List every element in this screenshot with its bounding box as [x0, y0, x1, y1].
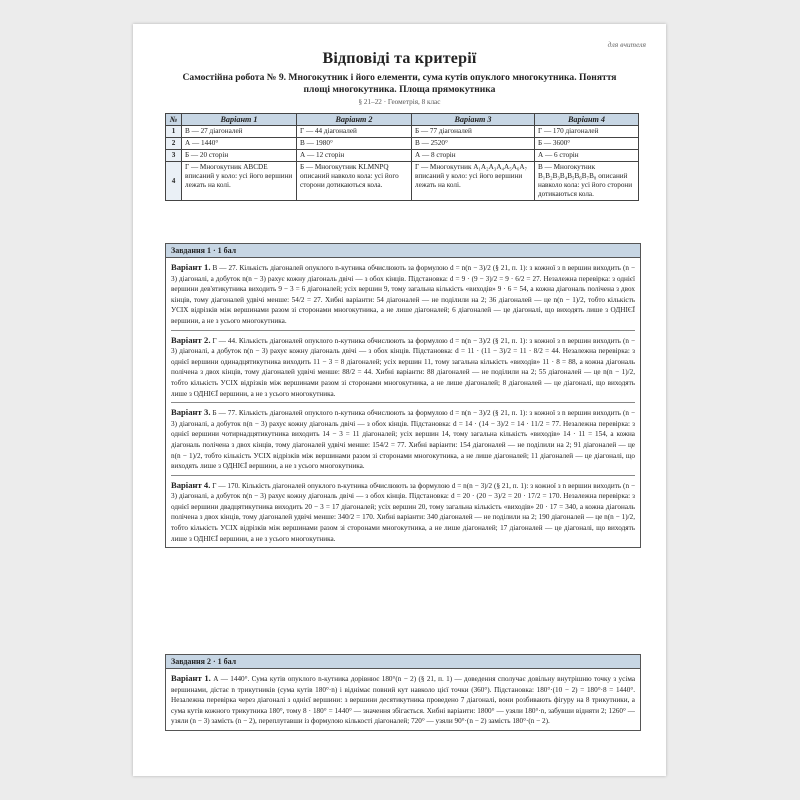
- table-cell: Г — 170 діагоналей: [535, 126, 639, 138]
- row-number: 1: [166, 126, 182, 138]
- row-number: 4: [166, 162, 182, 201]
- task-2-block: [165, 654, 641, 731]
- table-row: [166, 126, 639, 138]
- table-cell: Б — 3600°: [535, 138, 639, 150]
- variant-label: Варіант 1.: [171, 673, 211, 683]
- row-number: 2: [166, 138, 182, 150]
- table-cell: Г — Многокутник ABCDE вписаний у коло: усі його вершини лежать на колі.: [182, 162, 297, 201]
- audience-note: для вчителя: [607, 40, 646, 49]
- table-row: [166, 162, 639, 201]
- answer-table: [165, 113, 639, 201]
- variant-label: Варіант 2.: [171, 334, 211, 345]
- row-number: 3: [166, 150, 182, 162]
- answer-table-header-row: [166, 114, 639, 126]
- column-header: Варіант 4: [535, 114, 639, 126]
- table-cell: А — 8 сторін: [412, 150, 535, 162]
- task-1-header: Завдання 1 · 1 бал: [166, 244, 640, 258]
- table-cell: В — 1980°: [297, 138, 412, 150]
- variant-explanation: Б — 77. Кількість діагоналей опуклого n-кутника обчислюють за формулою d = n(n − 3)/2 (§ 21, п. 1): з кожної з n вершин виходить (n − 3) діагоналі, а добуток n(n − 3) рахує кожну діагональ двічі — з обох кінців. Підстановка: d = 14 · (14 − 3)/2 = 14 · 11/2 = 77. Незалежна перевірка: з однієї вершини чотирнадцятикутника виходить 14 − 3 = 11 діагоналей; усіх вершин 14, тому загальна кількість «виходів» 14 · 11 = 154, а кожна діагональ полічена з двох кінців, тому діагоналей удвічі менше: 154/2 = 77. Хибні варіанти: 154 діагоналей — не поділили на 2; 91 діагоналей — це n(n − 1)/2, тобто кількість УСІХ відрізків між вершинами разом зі сторонами многокутника, а не лише діагоналей; 11 діагоналей — це діагоналі, що виходять лише з ОДНІЄЇ вершини, а не з усього многокутника.: [171, 409, 636, 471]
- task-2-header: Завдання 2 · 1 бал: [166, 655, 640, 669]
- table-cell: В — Многокутник B₁B₂B₃B₄B₅B₆B₇B₈ описаний навколо кола: усі його сторони дотикаються кола.: [535, 162, 639, 201]
- column-header: Варіант 2: [297, 114, 412, 126]
- table-cell: А — 6 сторін: [535, 150, 639, 162]
- document-page: [133, 24, 666, 776]
- table-cell: А — 12 сторін: [297, 150, 412, 162]
- variant-label: Варіант 1.: [171, 262, 211, 272]
- table-cell: Г — Многокутник A₁A₂A₃A₄A₅A₆A₇ вписаний у коло: усі його вершини лежать на колі.: [412, 162, 535, 201]
- table-row: [166, 138, 639, 150]
- column-header: №: [166, 114, 182, 126]
- table-cell: Б — 20 сторін: [182, 150, 297, 162]
- task-1-variant-1: [171, 258, 635, 331]
- variant-explanation: А — 1440°. Сума кутів опуклого n-кутника дорівнює 180°(n − 2) (§ 21, п. 1) — доведення сполучає довільну внутрішню точку з усіма вершинами, дістає n трикутників (сума кутів 180°·n) і віднімає повний кут навколо цієї точки (360°). Підстановка: 180°·(10 − 2) = 180°·8 = 1440°. Незалежна перевірка через діагоналі з однієї вершини: з вершини десятикутника проведено 7 діагоналі, вони розбивають фігуру на 8 трикутники, а сума кутів кожного трикутника 180°, тому 8 · 180° = 1440° — значення збігається. Хибні варіанти: 1800° — узяли 180°·n, забувши відняти 2; 1260° — узяли (n − 3) замість (n − 2), переплутавши із формулою кількості діагоналей; 720° — узяли 90°·(n − 2) замість 180°·(n − 2).: [171, 675, 636, 726]
- task-1-variant-4: [171, 476, 635, 548]
- variant-explanation: Г — 44. Кількість діагоналей опуклого n-кутника обчислюють за формулою d = n(n − 3)/2 (§ 21, п. 1): з кожної з n вершин виходить (n − 3) діагоналі, а добуток n(n − 3) рахує кожну діагональ двічі — з обох кінців. Підстановка: d = 11 · (11 − 3)/2 = 11 · 8/2 = 44. Незалежна перевірка: з однієї вершини одинадцятикутника виходить 11 − 3 = 8 діагоналей; усіх вершин 11, тому загальна кількість «виходів» 11 · 8 = 88, а кожна діагональ полічена з двох кінців, тому діагоналей удвічі менше: 88/2 = 44. Хибні варіанти: 88 діагоналей — не поділили на 2; 55 діагоналей — це n(n − 1)/2, тобто кількість УСІХ відрізків між вершинами разом зі сторонами многокутника, а не лише діагоналей; 8 діагоналей — це діагоналі, що виходять лише з ОДНІЄЇ вершини, а не з усього многокутника.: [171, 336, 636, 398]
- page-title: Відповіді та критерії: [322, 50, 477, 67]
- page-subtitle: Самостійна робота № 9. Многокутник і його елементи, сума кутів опуклого многокутника. Поняття площі многокутника. Площа прямокутника: [182, 72, 617, 95]
- table-cell: Г — 44 діагоналей: [297, 126, 412, 138]
- column-header: Варіант 1: [182, 114, 297, 126]
- table-cell: Б — Многокутник KLMNPQ описаний навколо кола: усі його сторони дотикаються кола.: [297, 162, 412, 201]
- variant-label: Варіант 3.: [171, 407, 211, 418]
- task-1-variant-2: [171, 331, 635, 404]
- task-1-block: [165, 243, 641, 548]
- column-header: Варіант 3: [412, 114, 535, 126]
- variant-explanation: Г — 170. Кількість діагоналей опуклого n-кутника обчислюють за формулою d = n(n − 3)/2 (§ 21, п. 1): з кожної з n вершин виходить (n − 3) діагоналі, а добуток n(n − 3) рахує кожну діагональ двічі — з обох кінців. Підстановка: d = 20 · (20 − 3)/2 = 20 · 17/2 = 170. Незалежна перевірка: з однієї вершини двадцятикутника виходить 20 − 3 = 17 діагоналей; усіх вершин 20, тому загальна кількість «виходів» 20 · 17 = 340, а кожна діагональ полічена з двох кінців, тому діагоналей удвічі менше: 340/2 = 170. Хибні варіанти: 340 діагоналей — не поділили на 2; 190 діагоналей — це n(n − 1)/2, тобто кількість УСІХ відрізків між вершинами разом зі сторонами многокутника, а не лише діагоналей; 17 діагоналей — це діагоналі, що виходять лише з ОДНІЄЇ вершини, а не з усього многокутника.: [171, 481, 635, 543]
- table-cell: В — 27 діагоналей: [182, 126, 297, 138]
- task-2-variant-1: [171, 669, 635, 730]
- section-reference: § 21–22 · Геометрія, 8 клас: [358, 98, 441, 106]
- table-row: [166, 150, 639, 162]
- variant-label: Варіант 4.: [171, 479, 211, 490]
- table-cell: А — 1440°: [182, 138, 297, 150]
- variant-explanation: В — 27. Кількість діагоналей опуклого n-кутника обчислюють за формулою d = n(n − 3)/2 (§ 21, п. 1): з кожної з n вершин виходить (n − 3) діагоналі, а добуток n(n − 3) рахує кожну діагональ двічі — з обох кінців. Підстановка: d = 9 · (9 − 3)/2 = 9 · 6/2 = 27. Незалежна перевірка: з однієї вершини дев'ятикутника виходить 9 − 3 = 6 діагоналей; усіх вершин 9, тому загальна кількість «виходів» 9 · 6 = 54, а кожна діагональ полічена з двох кінців, тому діагоналей удвічі менше: 54/2 = 27. Хибні варіанти: 54 діагоналей — не поділили на 2; 36 діагоналей — це n(n − 1)/2, тобто кількість УСІХ відрізків між вершинами разом зі сторонами многокутника, а не лише діагоналей; 6 діагоналей — це діагоналі, що виходять лише з ОДНІЄЇ вершини, а не з усього многокутника.: [171, 264, 636, 325]
- table-cell: В — 2520°: [412, 138, 535, 150]
- table-cell: Б — 77 діагоналей: [412, 126, 535, 138]
- task-1-variant-3: [171, 403, 635, 476]
